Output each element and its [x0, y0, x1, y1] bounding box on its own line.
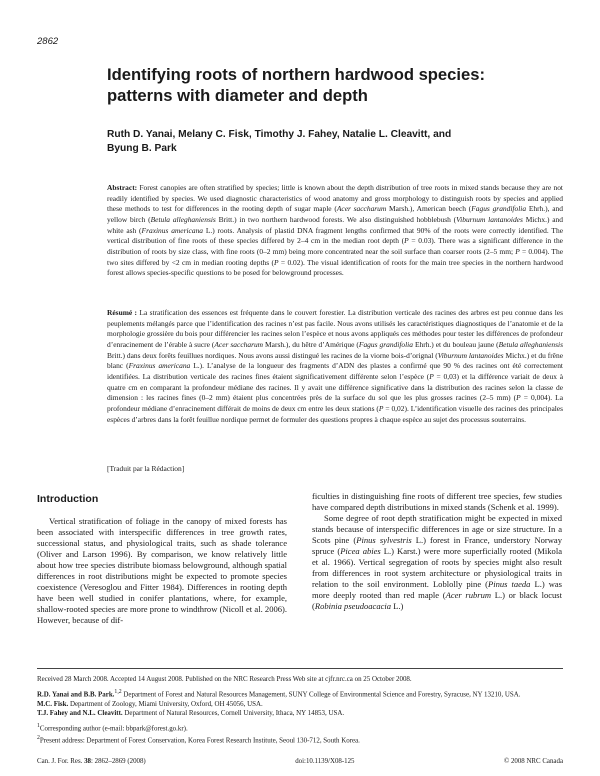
title-line-1: Identifying roots of northern hardwood species:	[107, 65, 485, 84]
footnote-2	[37, 734, 563, 746]
body-text: L.) or black locust (	[312, 590, 563, 612]
received-dates: Received 28 March 2008. Accepted 14 August 2008. Published on the NRC Research Press Web site at cjfr.nrc.ca on 25 October 2008.	[37, 675, 412, 683]
abstract-text: = 0.02). The visual identification of roots for the main tree species in the northern hardwood forest allows species-specific questions to be posed for belowground processes.	[107, 257, 563, 278]
journal-volume: 38	[84, 758, 91, 765]
species-name: Fraxinus americana	[128, 361, 191, 371]
author-list	[107, 128, 557, 156]
p-value-symbol: P	[273, 257, 279, 267]
species-name: Betula alleghaniensis	[150, 214, 216, 224]
abstract	[107, 183, 563, 279]
species-name: Fagus grandifolia	[358, 339, 413, 349]
page-footer	[37, 758, 563, 765]
species-name: Viburnum lantanoides	[437, 350, 504, 360]
resume-text: Marsh.), du hêtre d’Amérique (	[263, 339, 359, 349]
authors-line-1: Ruth D. Yanai, Melany C. Fisk, Timothy J. Fahey, Natalie L. Cleavitt, and	[107, 129, 452, 140]
abstract-text: Britt.) in two northern hardwood forests. We also distinguished hobblebush (	[215, 214, 457, 224]
species-name: Robinia pseudoacacia	[314, 601, 392, 612]
species-name: Fraxinus americana	[141, 225, 204, 235]
affiliation-names: M.C. Fisk.	[37, 699, 69, 708]
title-line-2: patterns with diameter and depth	[107, 86, 368, 105]
species-name: Viburnum lantanoides	[456, 214, 523, 224]
body-text: L.)	[391, 601, 404, 612]
abstract-text: L.) roots. Analysis of plastid DNA fragment lengths confirmed that 90% of the roots were correctly identified. The vertical distribution of fine roots of these species differed by 2–4 cm in the median root depth (	[107, 225, 563, 246]
body-text: L.) was more deeply rooted than red maple (	[312, 579, 562, 601]
footnote-1	[37, 722, 563, 734]
article-title	[107, 64, 557, 106]
affiliation-text: Department of Zoology, Miami University, Oxford, OH 45056, USA.	[68, 699, 263, 708]
species-name: Pinus taeda	[487, 579, 531, 590]
affiliation-1	[37, 688, 563, 700]
body-column-left	[37, 516, 287, 626]
intro-paragraph-2	[312, 513, 562, 612]
section-heading-introduction: Introduction	[37, 493, 99, 505]
p-value-symbol: P	[515, 246, 520, 256]
abstract-text: Michx.) and white ash (	[107, 214, 563, 235]
body-text: Some degree of root depth stratification might be expected in mixed stands because of interspecific differences in age or size structure. In a Scots pine (	[312, 513, 562, 546]
footnote-text: Present address: Department of Forest Conservation, Korea Forest Research Institute, Seoul 130-712, South Korea.	[39, 736, 360, 745]
journal-name: Can. J. For. Res.	[37, 758, 85, 765]
resume-text: = 0,02). L’identification visuelle des racines des principales espèces d’arbres dans la forêt feuillue nordique permet de formuler des questions propres à chaque espèce au sujet des processus souterrains.	[107, 403, 564, 424]
copyright: © 2008 NRC Canada	[503, 758, 563, 765]
doi: doi:10.1139/X08-125	[295, 758, 355, 765]
intro-paragraph-1-continued: ficulties in distinguishing fine roots of different tree species, few studies have compared depth distributions in mixed stands (Schenk et al. 1999).	[312, 491, 562, 513]
page-number: 2862	[37, 36, 59, 47]
abstract-text: Ehrh.), and yellow birch (	[107, 204, 563, 224]
footnote-divider	[37, 668, 563, 669]
abstract-text: Marsh.), American beech (	[386, 204, 472, 214]
affiliation-text: Department of Natural Resources, Cornell University, Ithaca, NY 14853, USA.	[122, 709, 345, 718]
affiliation-names: R.D. Yanai and B.B. Park.	[37, 690, 115, 699]
footnote-text: Corresponding author (e-mail: bbpark@forest.go.kr).	[39, 724, 188, 733]
footnote-marker: 1	[37, 723, 40, 730]
resume-text: Michx.) et du frêne blanc (	[107, 350, 564, 371]
resume-text: La stratification des essences est fréquente dans le couvert forestier. La distribution verticale des racines des arbres est peu connue dans les peuplements mélangés parce que l’identification des racines n’est pas facile. Nous avons utilisés les caractéristiques diagnostiques de l’anatomie et de la morphologie grossière du bois pour différencier les racines selon l’espèce et nous avons appliqués ces méthodes pour tester les différences de profondeur d’enracinement de l’érable à sucre (	[107, 308, 563, 349]
translation-note: [Traduit par la Rédaction]	[107, 464, 185, 473]
body-text: L.) Karst.) were more superficially rooted (Mikola et al. 1966). Vertical segregation of roots by species might also result from differences in root system architecture or physiological traits in relation to the soil environment. Loblolly pine (	[312, 546, 562, 590]
species-name: Betula alleghaniensis	[498, 339, 563, 349]
authors-line-2: Byung B. Park	[107, 143, 177, 154]
p-value-symbol: P	[516, 393, 521, 403]
affiliation-2	[37, 700, 563, 710]
footnotes	[37, 675, 563, 746]
species-name: Acer rubrum	[445, 590, 492, 601]
journal-pages: : 2862–2869 (2008)	[90, 758, 146, 765]
p-value-symbol: P	[378, 403, 384, 413]
species-name: Acer saccharum	[214, 339, 264, 349]
body-text: L.) forest in France, understory Norway spruce (	[312, 535, 563, 557]
abstract-text: = 0.004). The two sites differed by <2 cm in median rooting depths (	[107, 246, 563, 267]
abstract-label: Abstract:	[107, 183, 138, 192]
affiliation-text: Department of Forest and Natural Resources Management, SUNY College of Environmental Science and Forestry, Syracuse, NY 13210, USA.	[121, 690, 521, 699]
species-name: Pinus sylvestris	[356, 535, 412, 546]
abstract-text: = 0.03). There was a significant difference in the distribution of roots by size class, with fine roots (0–2 mm) being more concentrated near the soil surface than coarser roots (2–5 mm;	[107, 236, 563, 256]
p-value-symbol: P	[404, 236, 409, 246]
affiliation-3	[37, 709, 563, 719]
species-name: Picea abies	[340, 546, 381, 557]
p-value-symbol: P	[429, 371, 434, 381]
resume-label: Résumé :	[107, 308, 138, 317]
species-name: Acer saccharum	[336, 204, 387, 214]
footnote-marker: 2	[37, 735, 40, 742]
body-column-right	[312, 491, 562, 613]
resume	[107, 308, 563, 425]
intro-paragraph-1: Vertical stratification of foliage in the canopy of mixed forests has been associated with interspecific differences in tree growth rates, successional status, and physiological traits, such as shade tolerance (Oliver and Larson 1996). By comparison, we know relatively little about how tree species distribute biomass belowground, although spatial differences in root distributions might be expected to promote species coexistence (Veresoglou and Fitter 1984). Differences in rooting depth have been well studied in conifer plantations, where, for example, shallow-rooted species are more prone to windthrow (Nicoll et al. 2006). However, because of dif-	[37, 516, 287, 626]
resume-text: = 0,004). La profondeur médiane d’enracinement différait de moins de deux cm entre les deux stations (	[107, 393, 563, 413]
species-name: Fagus grandifolia	[471, 204, 527, 214]
abstract-text: Forest canopies are often stratified by species; little is known about the depth distribution of tree roots in mixed stands because they are not readily identified by species. We used diagnostic characteristics of wood anatomy and gross morphology to distinguish roots by species and applied these methods to test for differences in the rooting depth of sugar maple (	[107, 183, 563, 214]
resume-text: = 0,03) et la différence variait de deux à quatre cm en comparant la profondeur médiane des racines. Il y avait une différence significative dans la distribution des racines selon la classe de dimension : les racines fines (0–2 mm) étaient plus concentrées près de la surface du sol que les plus grosses racines (2–5 mm) (	[107, 371, 563, 403]
affiliation-names: T.J. Fahey and N.L. Cleavitt.	[37, 709, 123, 718]
resume-text: Britt.) dans deux forêts feuillues nordiques. Nous avons aussi distingué les racines de la viorne bois-d’orignal (	[107, 350, 438, 360]
resume-text: L.). L’analyse de la longueur des fragments d’ADN des plastes a confirmé que 90 % des racines ont été correctement identifiées. La distribution verticale des racines fines étaient significativement différente selon l’espèce (	[107, 361, 563, 381]
footnote-marker: 1,2	[114, 688, 122, 695]
journal-citation	[37, 758, 146, 765]
resume-text: Ehrh.) et du bouleau jaune (	[412, 339, 499, 349]
